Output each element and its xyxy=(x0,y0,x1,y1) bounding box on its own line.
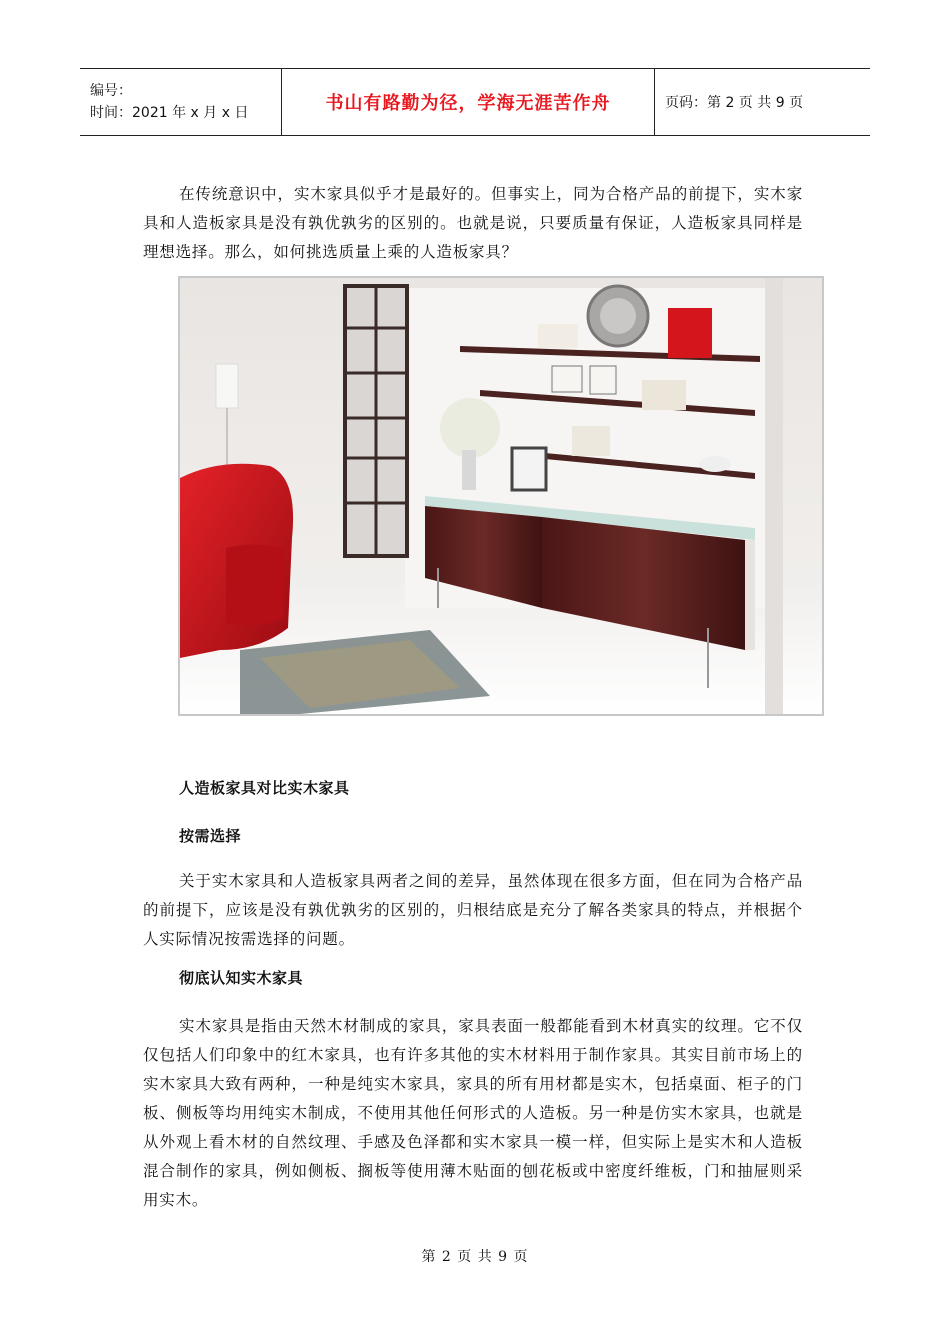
date-line: 时间：2021 年 x 月 x 日 xyxy=(90,105,249,121)
header-page-info xyxy=(655,69,870,135)
serial-label: 编号： xyxy=(90,83,132,99)
furniture-photo xyxy=(178,276,824,716)
intro-paragraph: 在传统意识中，实木家具似乎才是最好的。但事实上，同为合格产品的前提下，实木家具和人造板家具是没有孰优孰劣的区别的。也就是说，只要质量有保证，人造板家具同样是理想选择。那么，如何挑选质量上乘的人造板家具？ xyxy=(143,185,803,261)
header-motto-cell xyxy=(282,69,655,135)
subheading-on-demand: 按需选择 xyxy=(179,827,242,845)
on-demand-paragraph: 关于实木家具和人造板家具两者之间的差异，虽然体现在很多方面，但在同为合格产品的前提下，应该是没有孰优孰劣的区别的，归根结底是充分了解各类家具的特点，并根据个人实际情况按需选择的问题。 xyxy=(143,872,803,948)
subheading-solid-wood: 彻底认知实木家具 xyxy=(179,969,304,987)
section-title: 人造板家具对比实木家具 xyxy=(179,779,350,797)
header-meta xyxy=(80,69,282,135)
living-room-illustration xyxy=(180,278,822,714)
page-info-text: 页码：第 2 页 共 9 页 xyxy=(665,95,804,111)
page-header xyxy=(80,68,870,136)
solid-wood-paragraph: 实木家具是指由天然木材制成的家具，家具表面一般都能看到木材真实的纹理。它不仅仅包括人们印象中的红木家具，也有许多其他的实木材料用于制作家具。其实目前市场上的实木家具大致有两种，一种是纯实木家具，家具的所有用材都是实木，包括桌面、柜子的门板、侧板等均用纯实木制成，不使用其他任何形式的人造板。另一种是仿实木家具，也就是从外观上看木材的自然纹理、手感及色泽都和实木家具一模一样，但实际上是实木和人造板混合制作的家具，例如侧板、搁板等使用薄木贴面的刨花板或中密度纤维板，门和抽屉则采用实木。 xyxy=(143,1017,803,1209)
motto-text: 书山有路勤为径，学海无涯苦作舟 xyxy=(325,93,611,114)
page-footer: 第 2 页 共 9 页 xyxy=(421,1249,529,1265)
